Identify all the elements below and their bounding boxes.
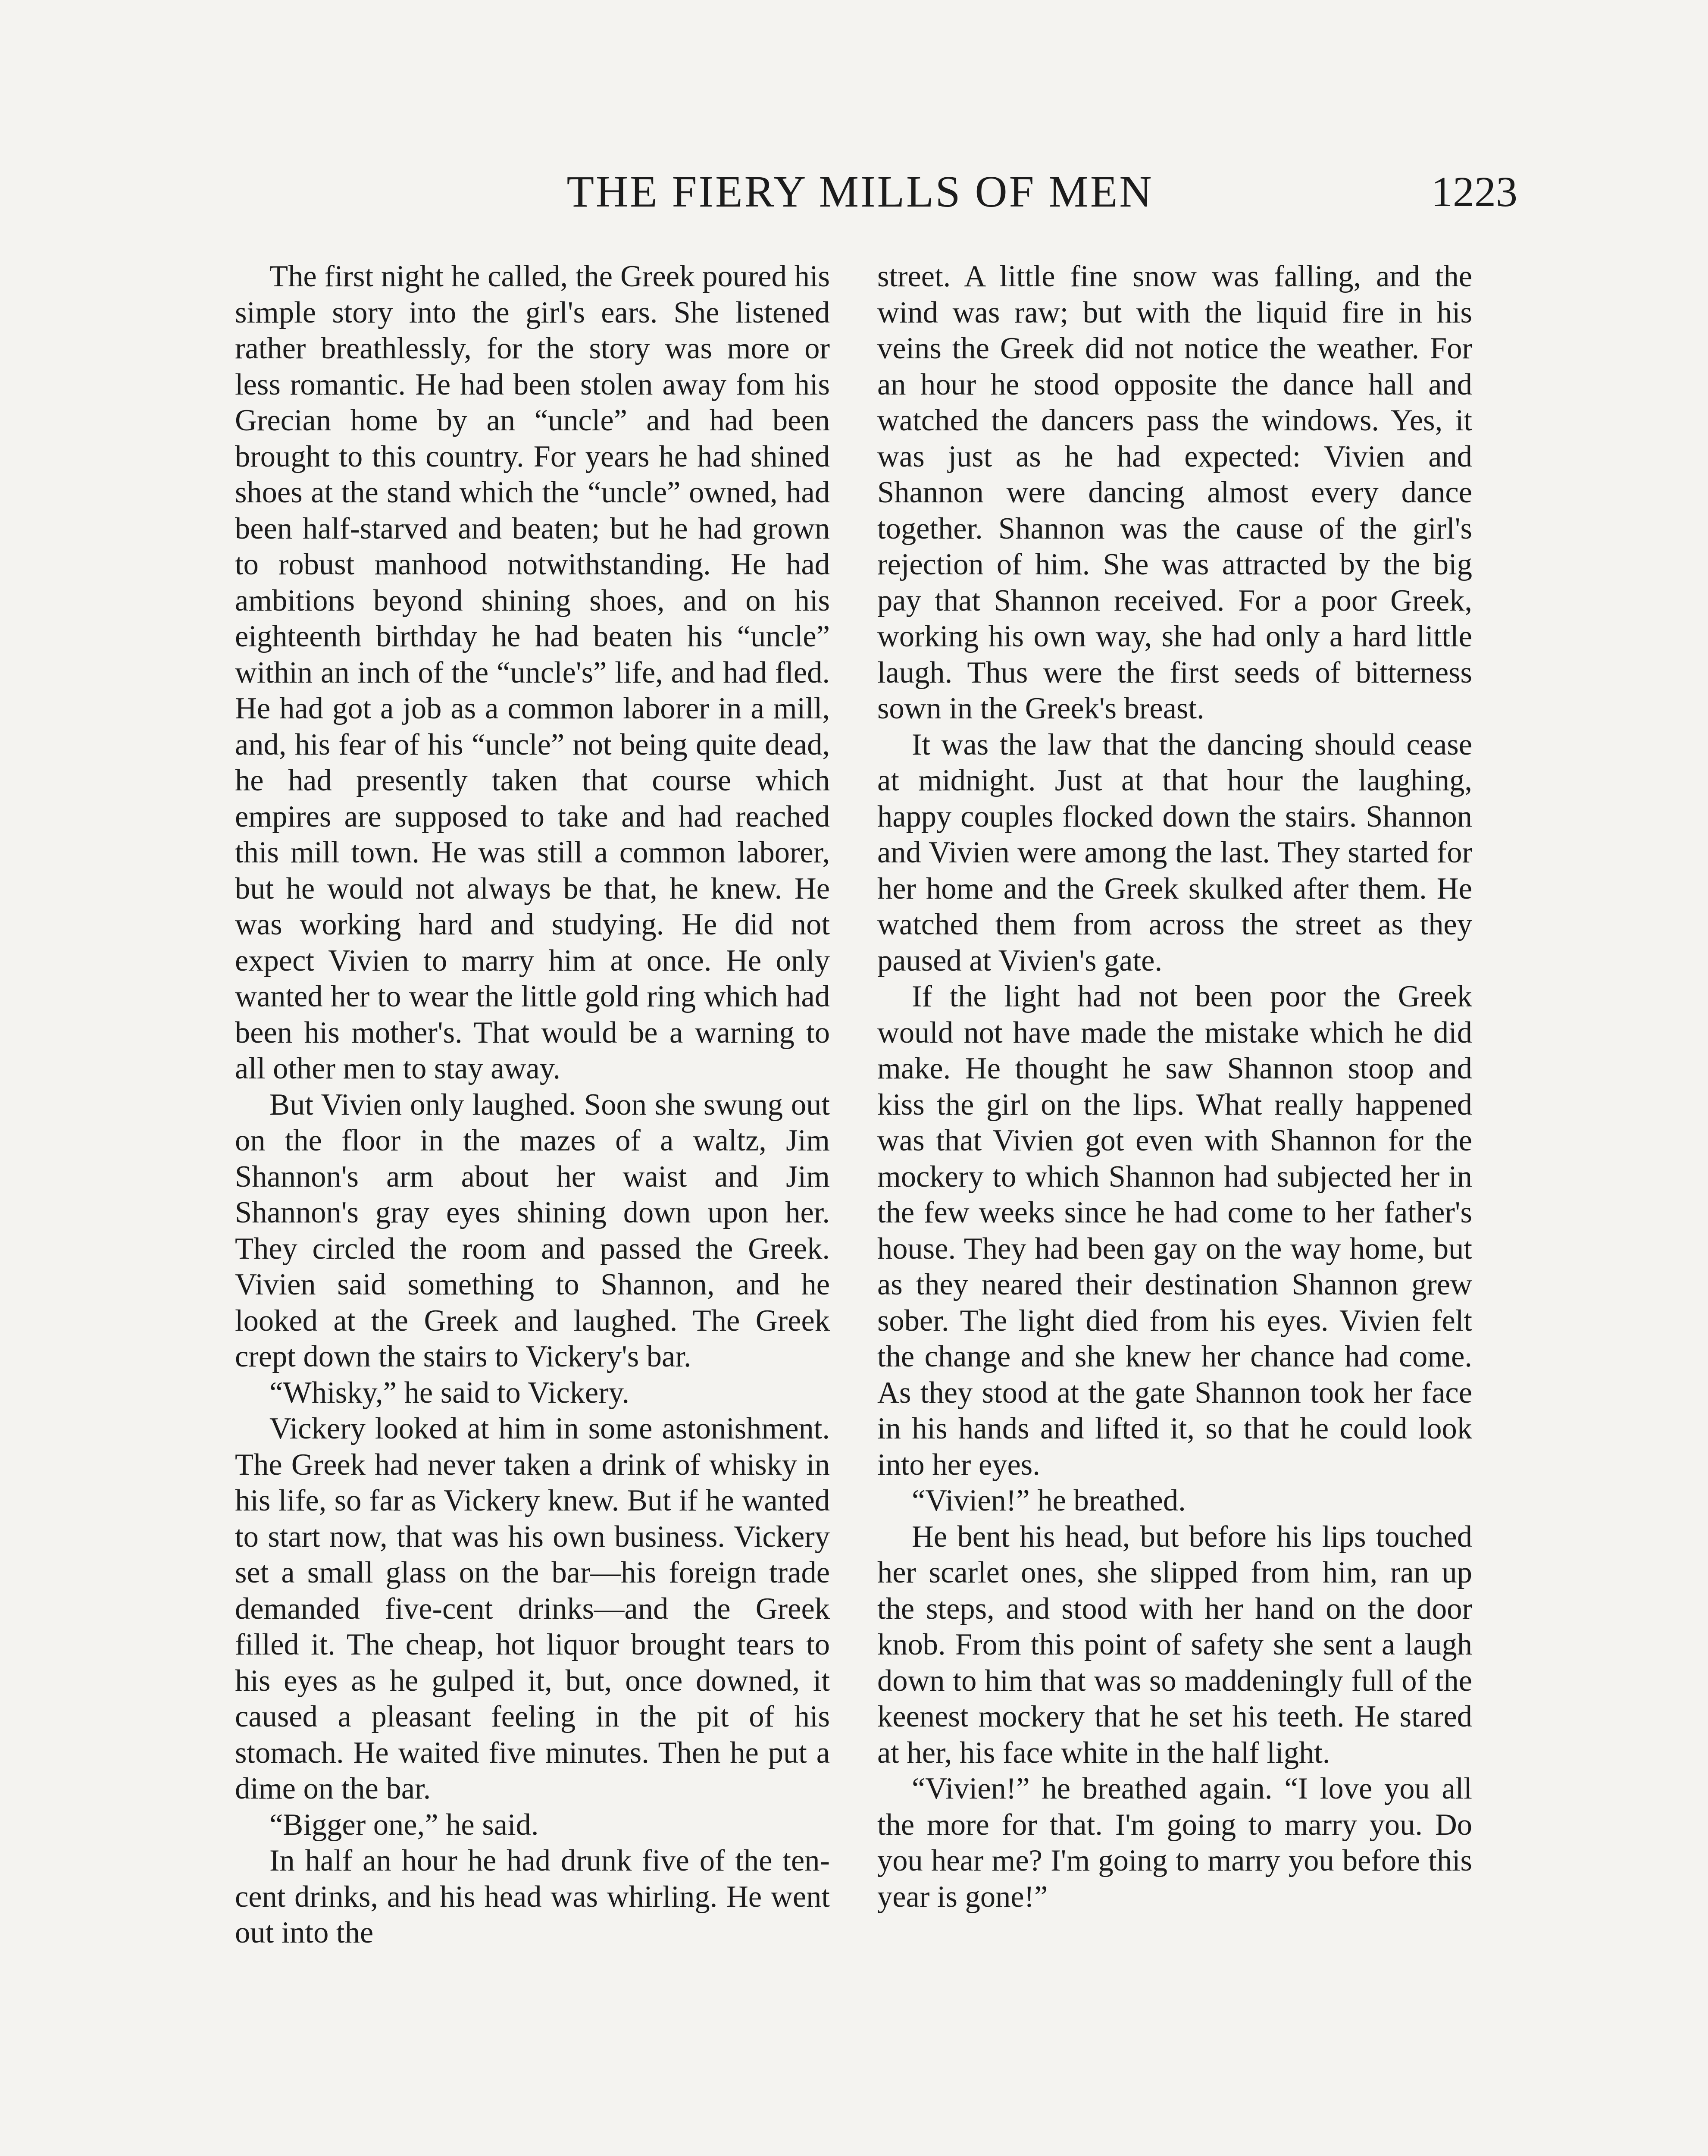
paragraph: It was the law that the dancing should cease at midnight. Just at that hour the laughing, happy couples flocked down the stairs. Shannon and Vivien were among the last. They started for her home and the Greek skulked after them. He watched them from across the street as they paused at Vivien's gate. xyxy=(877,727,1472,978)
paragraph: “Whisky,” he said to Vickery. xyxy=(269,1376,629,1410)
paragraph: In half an hour he had drunk five of the ten-cent drinks, and his head was whirling. He went out into the xyxy=(235,1844,830,1949)
paragraph: Vickery looked at him in some astonishment. The Greek had never taken a drink of whisky in his life, so far as Vickery knew. But if he wanted to start now, that was his own business. Vickery set a small glass on the bar—his foreign trade demanded five-cent drinks—and the Greek filled it. The cheap, hot liquor brought tears to his eyes as he gulped it, but, once downed, it caused a pleasant feeling in the pit of his stomach. He waited five minutes. Then he put a dime on the bar. xyxy=(235,1412,830,1805)
paragraph: The first night he called, the Greek poured his simple story into the girl's ears. She listened rather breathlessly, for the story was more or less romantic. He had been stolen away fom his Grecian home by an “uncle” and had been brought to this country. For years he had shined shoes at the stand which the “uncle” owned, had been half-starved and beaten; but he had grown to robust manhood notwithstanding. He had ambitions beyond shining shoes, and on his eighteenth birthday he had beaten his “uncle” within an inch of the “uncle's” life, and had fled. He had got a job as a common laborer in a mill, and, his fear of his “uncle” not being quite dead, he had presently taken that course which empires are supposed to take and had reached this mill town. He was still a common laborer, but he would not always be that, he knew. He was working hard and studying. He did not expect Vivien to marry him at once. He only wanted her to wear the little gold ring which had been his mother's. That would be a warning to all other men to stay away. xyxy=(235,260,830,1085)
left-text-column xyxy=(235,259,830,1951)
paragraph: But Vivien only laughed. Soon she swung out on the floor in the mazes of a waltz, Jim Shannon's arm about her waist and Jim Shannon's gray eyes shining down upon her. They circled the room and passed the Greek. Vivien said something to Shannon, and he looked at the Greek and laughed. The Greek crept down the stairs to Vickery's bar. xyxy=(235,1087,830,1373)
paragraph-continuation: street. A little fine snow was falling, and the wind was raw; but with the liquid fire in his veins the Greek did not notice the weather. For an hour he stood opposite the dance hall and watched the dancers pass the windows. Yes, it was just as he had expected: Vivien and Shannon were dancing almost every dance together. Shannon was the cause of the girl's rejection of him. She was attracted by the big pay that Shannon received. For a poor Greek, working his own way, she had only a hard little laugh. Thus were the first seeds of bitterness sown in the Greek's breast. xyxy=(877,260,1472,725)
paragraph: If the light had not been poor the Greek would not have made the mistake which he did make. He thought he saw Shannon stoop and kiss the girl on the lips. What really happened was that Vivien got even with Shannon for the mockery to which Shannon had subjected her in the few weeks since he had come to her father's house. They had been gay on the way home, but as they neared their destination Shannon grew sober. The light died from his eyes. Vivien felt the change and she knew her chance had come. As they stood at the gate Shannon took her face in his hands and lifted it, so that he could look into her eyes. xyxy=(877,980,1472,1482)
paragraph: “Vivien!” he breathed again. “I love you all the more for that. I'm going to marry you. Do you hear me? I'm going to marry you before this year is gone!” xyxy=(877,1772,1472,1914)
paragraph: He bent his head, but before his lips touched her scarlet ones, she slipped from him, ran up the steps, and stood with her hand on the door knob. From this point of safety she sent a laugh down to him that was so maddeningly full of the keenest mockery that he set his teeth. He stared at her, his face white in the half light. xyxy=(877,1520,1472,1770)
right-text-column xyxy=(877,259,1472,1915)
running-head xyxy=(203,160,1517,224)
page-number: 1223 xyxy=(1431,168,1517,216)
paragraph: “Bigger one,” he said. xyxy=(269,1808,539,1842)
paragraph: “Vivien!” he breathed. xyxy=(912,1484,1186,1517)
page-title: THE FIERY MILLS OF MEN xyxy=(566,167,1154,216)
